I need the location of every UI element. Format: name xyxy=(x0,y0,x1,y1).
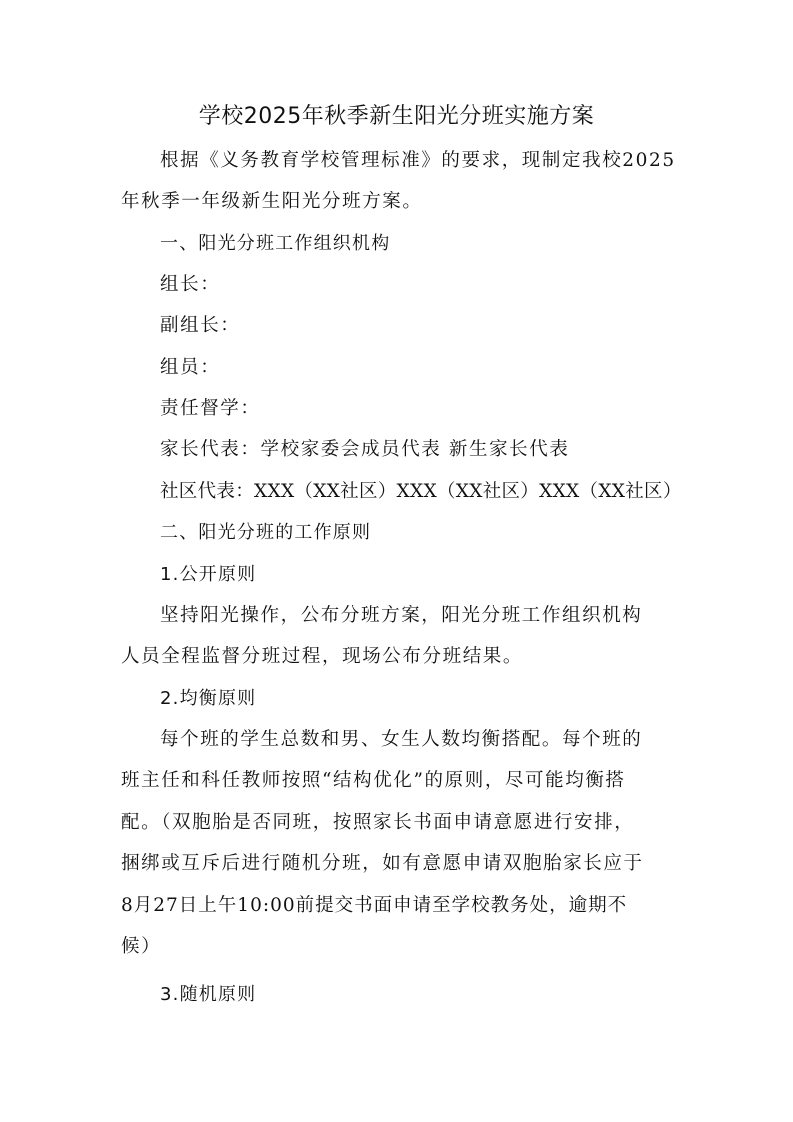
section-1-heading: 一、阳光分班工作组织机构 xyxy=(160,233,391,254)
principle-3-heading: 3.随机原则 xyxy=(160,984,257,1005)
principle-1-line-2: 人员全程监督分班过程，现场公布分班结果。 xyxy=(121,646,524,667)
principle-2-line-5: 8月27日上午10:00前提交书面申请至学校教务处，逾期不 xyxy=(121,895,628,916)
principle-2-line-2: 班主任和科任教师按照“结构优化”的原则，尽可能均衡搭 xyxy=(121,770,626,791)
document-title: 学校2025年秋季新生阳光分班实施方案 xyxy=(198,104,595,129)
section-2-heading: 二、阳光分班的工作原则 xyxy=(160,522,372,543)
principle-2-line-6: 候） xyxy=(121,936,162,957)
community-representatives-line: 社区代表：XXX（XX社区）XXX（XX社区）XXX（XX社区） xyxy=(160,481,682,502)
leader-line: 组长： xyxy=(160,274,221,295)
parent-representatives-line: 家长代表：学校家委会成员代表 新生家长代表 xyxy=(160,439,570,460)
principle-2-heading: 2.均衡原则 xyxy=(160,688,257,709)
principle-2-line-4: 捆绑或互斥后进行随机分班，如有意愿申请双胞胎家长应于 xyxy=(121,853,644,874)
members-line: 组员： xyxy=(160,357,221,378)
principle-1-heading: 1.公开原则 xyxy=(160,564,257,585)
supervisor-line: 责任督学： xyxy=(160,398,261,419)
intro-paragraph-line-1: 根据《义务教育学校管理标准》的要求，现制定我校2025 xyxy=(160,150,676,171)
principle-2-line-3: 配。（双胞胎是否同班，按照家长书面申请意愿进行安排， xyxy=(121,812,635,833)
intro-paragraph-line-2: 年秋季一年级新生阳光分班方案。 xyxy=(121,191,423,212)
principle-2-line-1: 每个班的学生总数和男、女生人数均衡搭配。每个班的 xyxy=(160,729,643,750)
principle-1-line-1: 坚持阳光操作，公布分班方案，阳光分班工作组织机构 xyxy=(160,605,643,626)
deputy-leader-line: 副组长： xyxy=(160,315,241,336)
